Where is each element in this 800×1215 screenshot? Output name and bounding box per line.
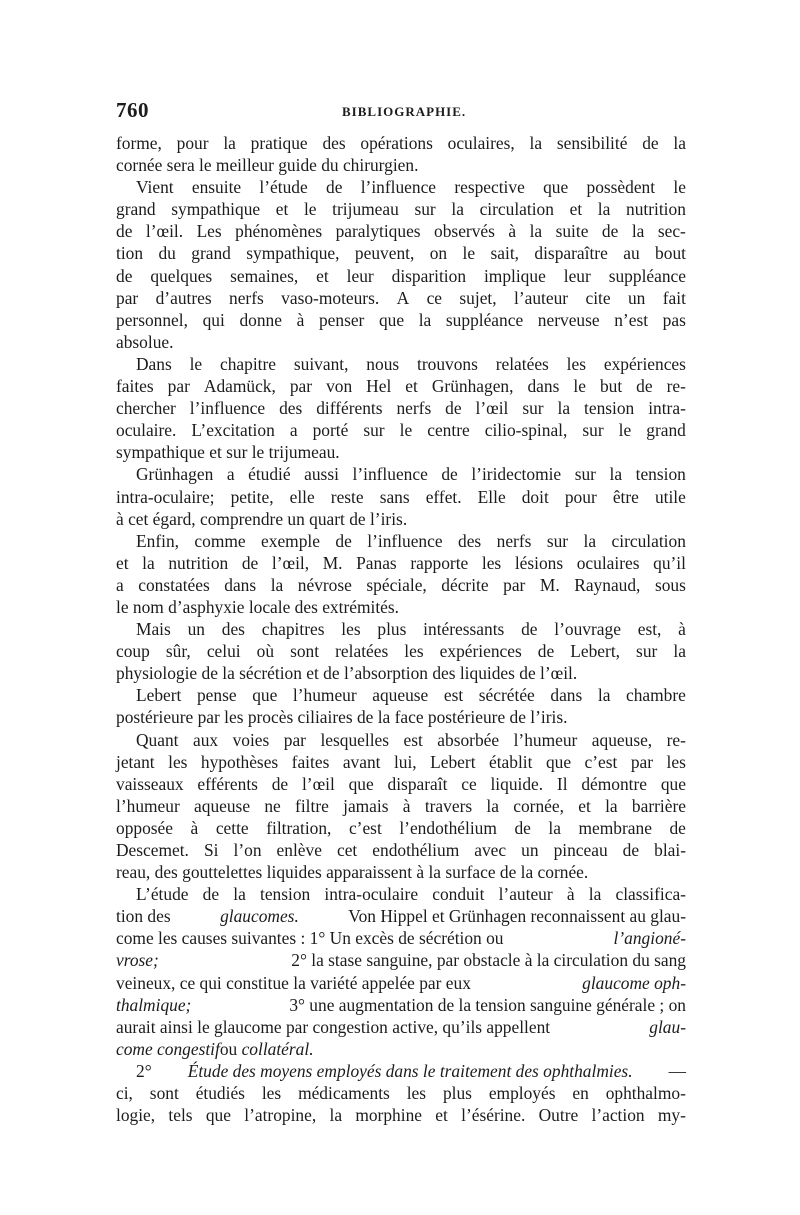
text-line: par d’autres nerfs vaso-moteurs. A ce sujet, l’auteur cite un fait xyxy=(116,287,686,308)
text-line: coup sûr, celui où sont relatées les expériences de Lebert, sur la xyxy=(116,641,686,662)
text-line: a constatées dans la névrose spéciale, décrite par M. Raynaud, sous xyxy=(116,574,686,595)
text-line: grand sympathique et le trijumeau sur la circulation et la nutrition xyxy=(116,199,686,220)
text-line: forme, pour la pratique des opérations oculaires, la sensibilité de la xyxy=(116,133,686,153)
text-line: logie, tels que l’atropine, la morphine et l’ésérine. Outre l’action my- xyxy=(116,1105,686,1126)
text-line: faites par Adamück, par von Hel et Grünhagen, dans le but de re- xyxy=(116,376,686,397)
text-line: Mais un des chapitres les plus intéressants de l’ouvrage est, à xyxy=(136,619,686,640)
text-line: oculaire. L’excitation a porté sur le centre cilio-spinal, sur le grand xyxy=(116,420,686,441)
text-line: Enfin, comme exemple de l’influence des nerfs sur la circulation xyxy=(136,530,686,551)
section-heading-line: 2° Étude des moyens employés dans le traitement des ophthalmies. — xyxy=(136,1060,686,1081)
text-line: de l’œil. Les phénomènes paralytiques observés à la suite de la sec- xyxy=(116,221,686,242)
text-line: ci, sont étudiés les médicaments les plus employés en ophthalmo- xyxy=(116,1083,686,1104)
text-line: aurait ainsi le glaucome par congestion active, qu’ils appellent glau- xyxy=(116,1016,686,1037)
page xyxy=(116,98,686,1126)
text-line: intra-oculaire; petite, elle reste sans effet. Elle doit pour être utile xyxy=(116,486,686,507)
text-line: physiologie de la sécrétion et de l’absorption des liquides de l’œil. xyxy=(116,663,578,684)
text-line: tion du grand sympathique, peuvent, on le sait, disparaître au bout xyxy=(116,243,686,264)
text-line: jetant les hypothèses faites avant lui, Lebert établit que c’est par les xyxy=(116,751,686,772)
text-line: Grünhagen a étudié aussi l’influence de l’iridectomie sur la tension xyxy=(136,464,686,485)
text-line: Quant aux voies par lesquelles est absorbée l’humeur aqueuse, re- xyxy=(136,729,686,750)
text-line: opposée à cette filtration, c’est l’endothélium de la membrane de xyxy=(116,817,686,838)
body-text xyxy=(116,132,686,905)
page-number: 760 xyxy=(116,98,149,122)
text-line: à cet égard, comprendre un quart de l’iris. xyxy=(116,508,408,529)
text-line: vaisseaux efférents de l’œil que disparaît ce liquide. Il démontre que xyxy=(116,773,686,794)
text-line: personnel, qui donne à penser que la suppléance nerveuse n’est pas xyxy=(116,309,686,330)
text-line: le nom d’asphyxie locale des extrémités. xyxy=(116,596,399,617)
text-line: Vient ensuite l’étude de l’influence respective que possèdent le xyxy=(136,177,686,198)
text-line: thalmique; 3° une augmentation de la tension sanguine générale ; on xyxy=(116,994,686,1015)
text-line: de quelques semaines, et leur disparition implique leur suppléance xyxy=(116,265,686,286)
text-line: cornée sera le meilleur guide du chirurgien. xyxy=(116,155,419,176)
page-header xyxy=(116,98,686,124)
text-line: Descemet. Si l’on enlève cet endothélium avec un pinceau de blai- xyxy=(116,840,686,860)
text-line: come congestif ou collatéral. xyxy=(116,1038,314,1059)
text-line: absolue. xyxy=(116,331,174,352)
text-line: postérieure par les procès ciliaires de la face postérieure de l’iris. xyxy=(116,707,568,728)
running-head: BIBLIOGRAPHIE. xyxy=(342,104,467,119)
text-line: L’étude de la tension intra-oculaire conduit l’auteur à la classifica- xyxy=(136,884,686,905)
text-line: et la nutrition de l’œil, M. Panas rapporte les lésions oculaires qu’il xyxy=(116,552,686,573)
text-line: reau, des gouttelettes liquides apparaissent à la surface de la cornée. xyxy=(116,862,589,883)
text-line: vrose; 2° la stase sanguine, par obstacle à la circulation du sang xyxy=(116,950,686,971)
text-line: Dans le chapitre suivant, nous trouvons relatées les expériences xyxy=(136,353,686,374)
text-line: sympathique et sur le trijumeau. xyxy=(116,442,340,463)
text-line: Lebert pense que l’humeur aqueuse est sécrétée dans la chambre xyxy=(136,685,686,706)
text-line: chercher l’influence des différents nerfs de l’œil sur la tension intra- xyxy=(116,398,686,419)
text-line: veineux, ce qui constitue la variété appelée par eux glaucome oph- xyxy=(116,972,686,993)
text-line: l’humeur aqueuse ne filtre jamais à travers la cornée, et la barrière xyxy=(116,795,686,816)
text-line: tion des glaucomes. Von Hippel et Grünhagen reconnaissent au glau- xyxy=(116,906,686,927)
text-line: come les causes suivantes : 1° Un excès de sécrétion ou l’angioné- xyxy=(116,928,686,949)
